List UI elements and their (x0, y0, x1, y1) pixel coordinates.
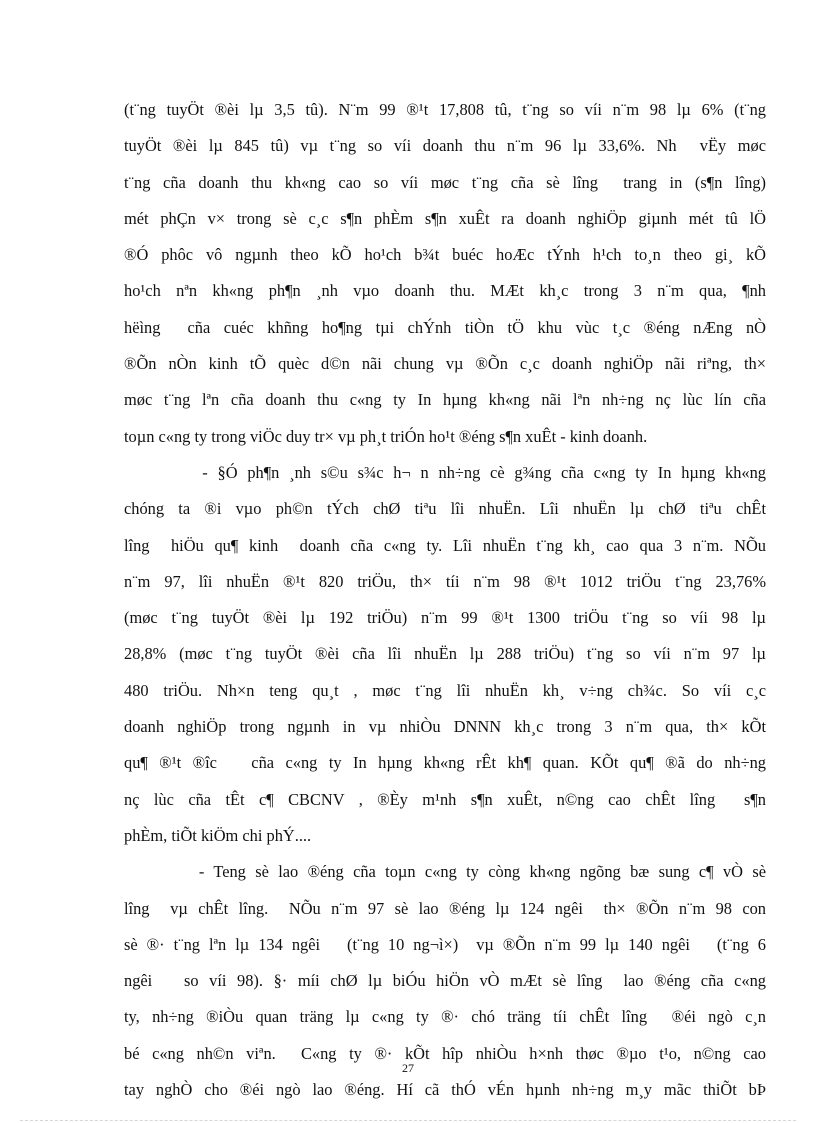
body-text (124, 92, 766, 1108)
text-line: hëìng cña cuéc khñng ho¶ng tµi chÝnh tiÒn tÖ khu vùc t¸c ®éng nÆng nÒ (124, 317, 766, 337)
text-line: qu¶ ®¹t ®îc cña c«ng ty In hµng kh«ng rÊt kh¶ quan. KÕt qu¶ ®ã do nh÷ng (124, 753, 766, 773)
text-line: doanh nghiÖp trong ngµnh in vµ nhiÒu DNNN kh¸c trong 3 n¨m qua, th× kÕt (124, 717, 766, 737)
text-line: lîng vµ chÊt lîng. NÕu n¨m 97 sè lao ®éng lµ 124 ngêi th× ®Õn n¨m 98 con (124, 898, 766, 918)
page-number: 27 (402, 1061, 414, 1075)
text-line: 28,8% (møc t¨ng tuyÖt ®èi cña lîi nhuËn lµ 288 triÖu) t¨ng so víi n¨m 97 lµ (124, 644, 766, 664)
text-line: t¨ng cña doanh thu kh«ng cao so víi møc t¨ng cña sè lîng trang in (s¶n lîng) (124, 172, 766, 192)
text-line: 480 triÖu. Nh×n teng qu¸t , møc t¨ng lîi nhuËn kh¸ v÷ng ch¾c. So víi c¸c (124, 680, 766, 700)
text-line: tuyÖt ®èi lµ 845 tû) vµ t¨ng so víi doanh thu n¨m 96 lµ 33,6%. Nh vËy møc (124, 136, 766, 156)
text-line: ty, nh÷ng ®iÒu quan träng lµ c«ng ty ®· chó träng tíi chÊt lîng ®éi ngò c¸n (124, 1007, 766, 1027)
page-bottom-divider (20, 1120, 796, 1121)
text-line: ®Õn nÒn kinh tÕ quèc d©n nãi chung vµ ®Õn c¸c doanh nghiÖp nãi riªng, th× (124, 354, 766, 374)
text-line: - Teng sè lao ®éng cña toµn c«ng ty còng kh«ng ngõng bæ sung c¶ vÒ sè (124, 862, 766, 882)
text-line: møc t¨ng lªn cña doanh thu c«ng ty In hµng kh«ng nãi lªn nh÷ng nç lùc lín cña (124, 390, 766, 410)
text-line: (møc t¨ng tuyÖt ®èi lµ 192 triÖu) n¨m 99 ®¹t 1300 triÖu t¨ng so víi 98 lµ (124, 608, 766, 628)
text-line: toµn c«ng ty trong viÖc duy tr× vµ ph¸t triÓn ho¹t ®éng s¶n xuÊt - kinh doanh. (124, 426, 648, 446)
text-line: bé c«ng nh©n viªn. C«ng ty ®· kÕt hîp nhiÒu h×nh thøc ®µo t¹o, n©ng cao (124, 1043, 766, 1063)
text-line: ho¹ch nªn kh«ng ph¶n ¸nh vµo doanh thu. MÆt kh¸c trong 3 n¨m qua, ¶nh (124, 281, 766, 301)
text-line: ®Ó phôc vô ngµnh theo kÕ ho¹ch b¾t buéc hoÆc tÝnh h¹ch to¸n theo gi¸ kÕ (124, 245, 766, 265)
text-line: - §Ó ph¶n ¸nh s©u s¾c h¬ n nh÷ng cè g¾ng cña c«ng ty In hµng kh«ng (124, 462, 766, 482)
text-line: phÈm, tiÕt kiÖm chi phÝ.... (124, 825, 312, 845)
text-line: nç lùc cña tÊt c¶ CBCNV , ®Èy m¹nh s¶n xuÊt, n©ng cao chÊt lîng s¶n (124, 789, 766, 809)
text-line: ngêi so víi 98). §· míi chØ lµ biÓu hiÖn vÒ mÆt sè lîng lao ®éng cña c«ng (124, 971, 766, 991)
text-line: n¨m 97, lîi nhuËn ®¹t 820 triÖu, th× tíi n¨m 98 ®¹t 1012 triÖu t¨ng 23,76% (124, 571, 766, 591)
text-line: mét phÇn v× trong sè c¸c s¶n phÈm s¶n xuÊt ra doanh nghiÖp giµnh mét tû lÖ (124, 208, 766, 228)
text-line: sè ®· t¨ng lªn lµ 134 ngêi (t¨ng 10 ng¬ì×) vµ ®Õn n¨m 99 lµ 140 ngêi (t¨ng 6 (124, 934, 766, 954)
text-line: (t¨ng tuyÖt ®èi lµ 3,5 tû). N¨m 99 ®¹t 17,808 tû, t¨ng so víi n¨m 98 lµ 6% (t¨ng (124, 100, 766, 119)
text-line: lîng hiÖu qu¶ kinh doanh cña c«ng ty. Lîi nhuËn t¨ng kh¸ cao qua 3 n¨m. NÕu (124, 535, 766, 555)
text-line: chóng ta ®i vµo ph©n tÝch chØ tiªu lîi nhuËn. Lîi nhuËn lµ chØ tiªu chÊt (124, 499, 766, 519)
text-line: tay nghÒ cho ®éi ngò lao ®éng. Hí cã thÓ vÉn hµnh nh÷ng m¸y mãc thiÕt bÞ (124, 1080, 766, 1100)
